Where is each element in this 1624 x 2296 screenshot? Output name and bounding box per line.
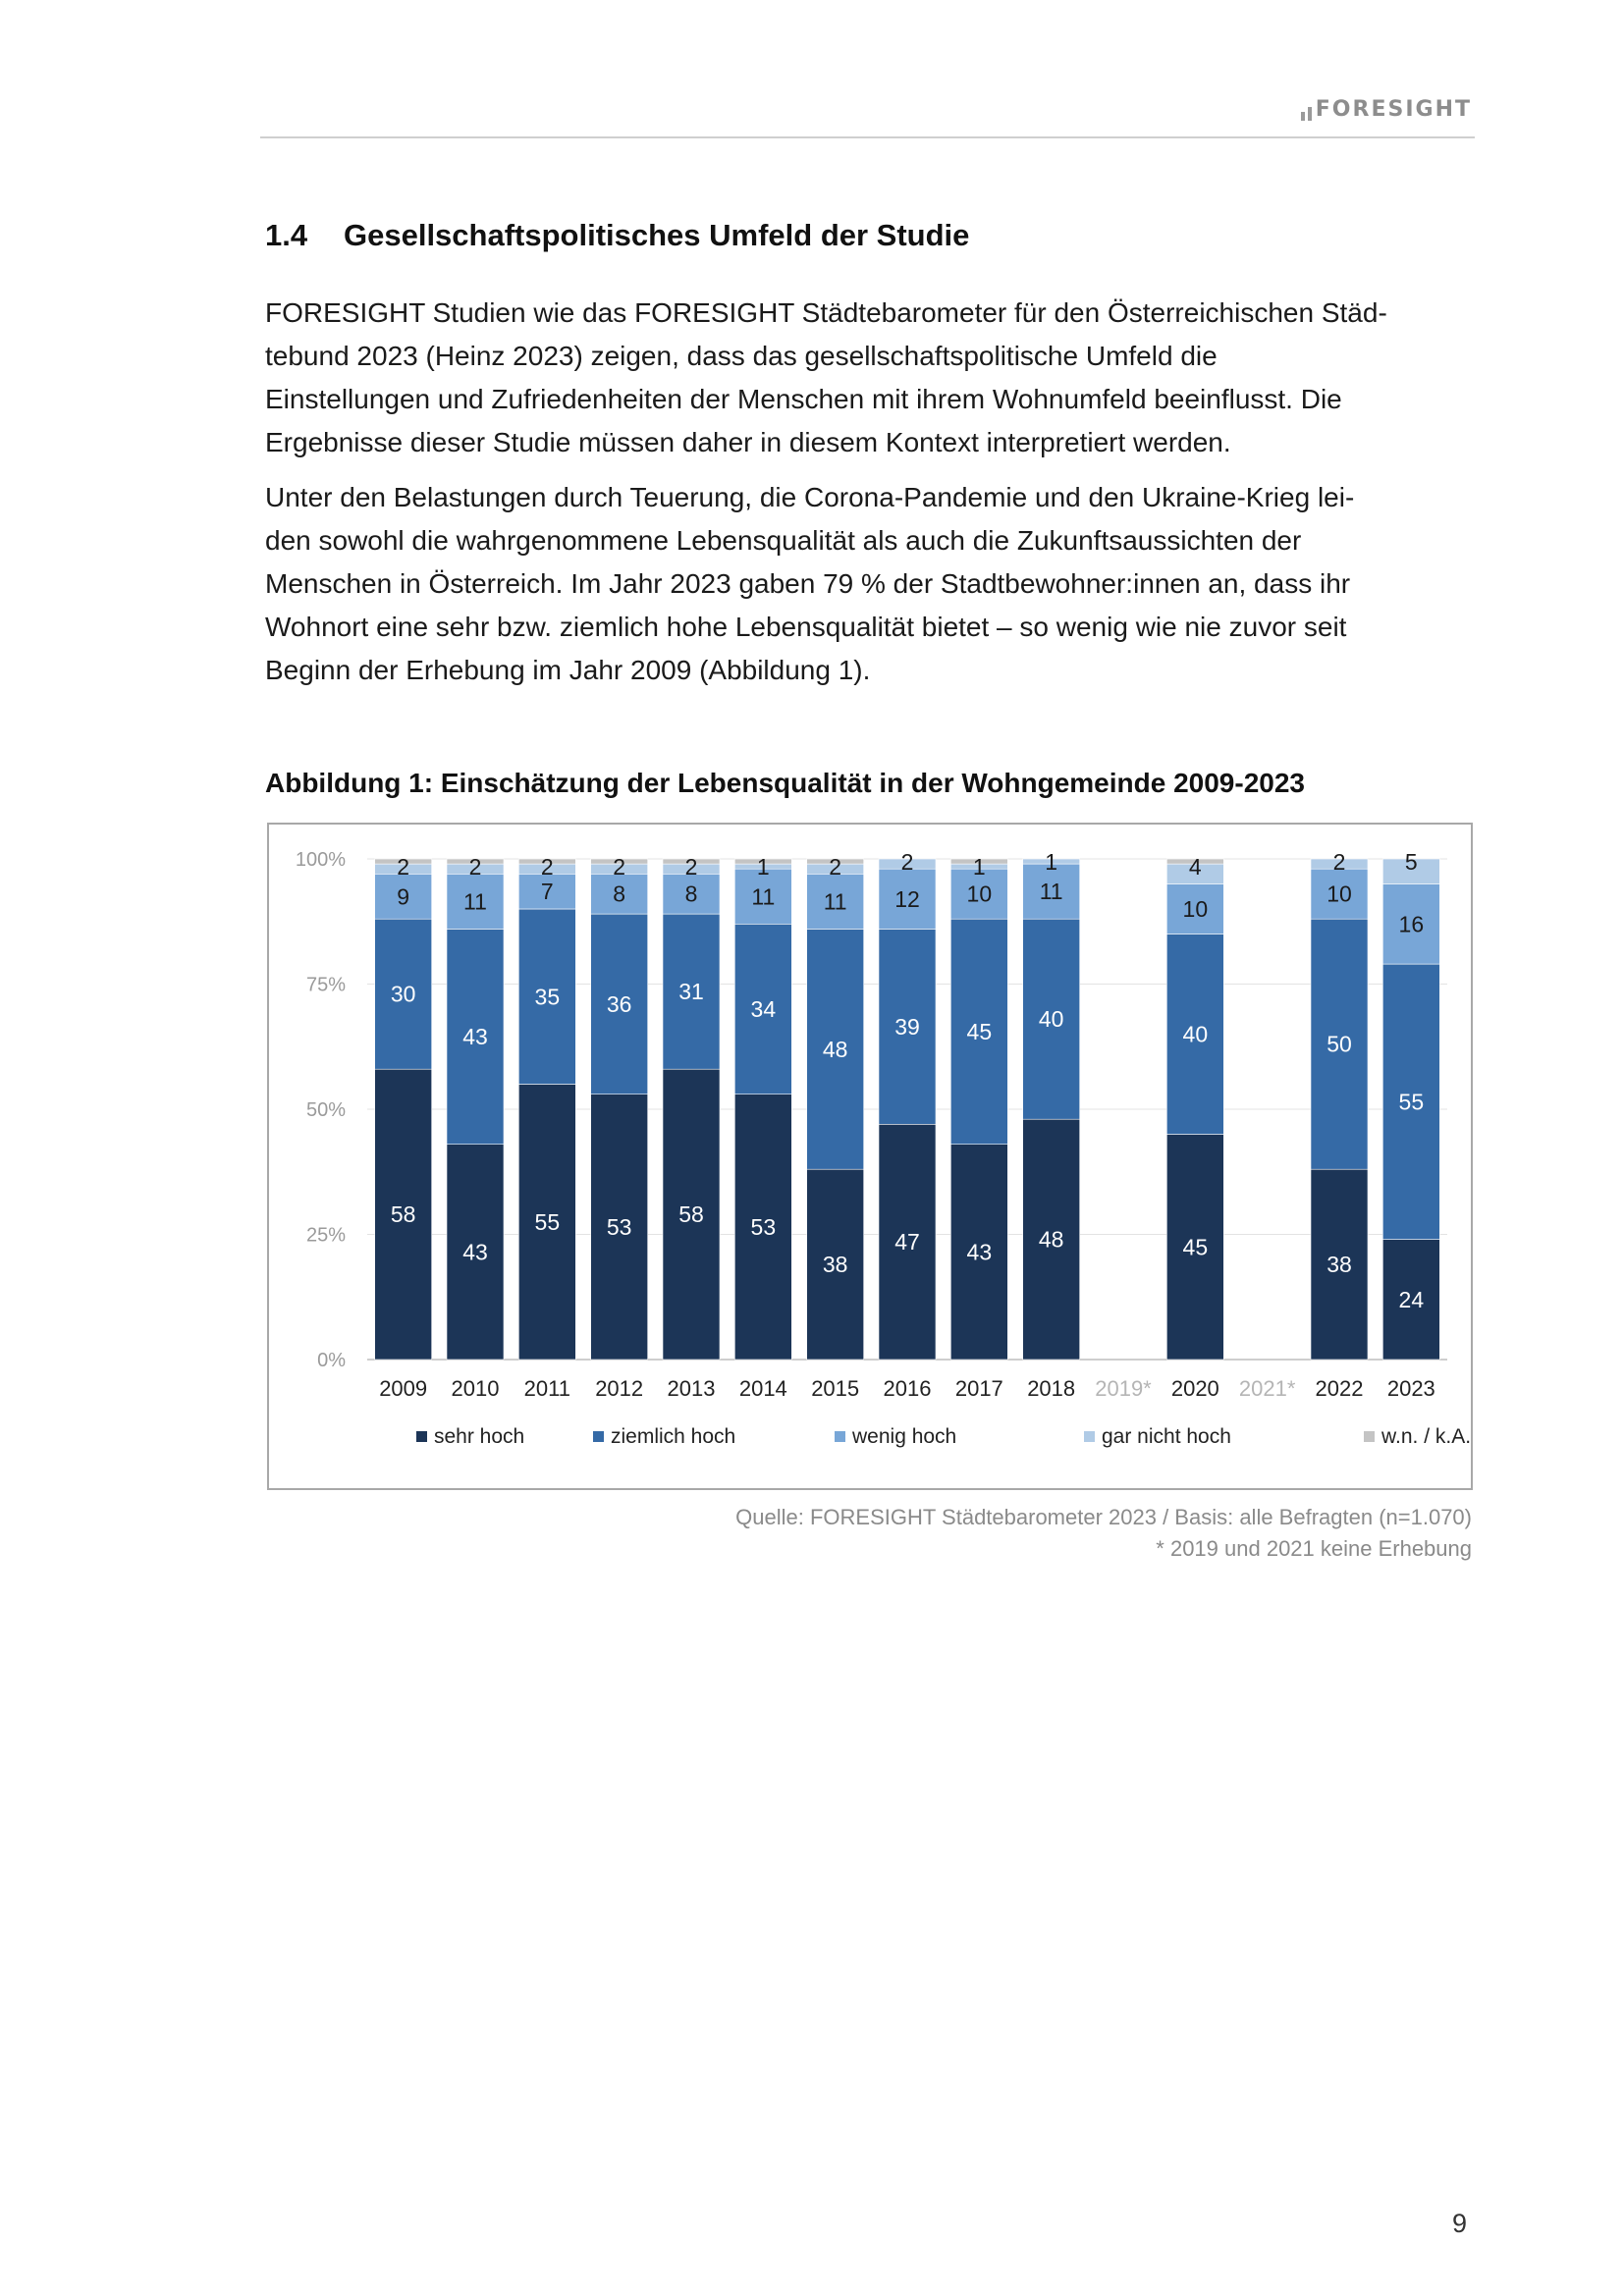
legend-label: gar nicht hoch <box>1102 1425 1231 1448</box>
data-label: 53 <box>606 1213 632 1240</box>
data-label: 1 <box>1045 849 1058 875</box>
paragraph-line: Wohnort eine sehr bzw. ziemlich hohe Lebensqualität bietet – so wenig wie nie zuvor seit <box>265 612 1347 642</box>
data-label: 43 <box>462 1239 488 1265</box>
data-label: 8 <box>684 881 698 907</box>
data-label: 2 <box>684 854 698 881</box>
data-label: 47 <box>894 1229 920 1255</box>
x-tick-label: 2020 <box>1170 1376 1219 1401</box>
data-label: 11 <box>751 883 776 910</box>
paragraph-line: Beginn der Erhebung im Jahr 2009 (Abbildung 1). <box>265 655 871 685</box>
paragraph-line: Menschen in Österreich. Im Jahr 2023 gaben 79 % der Stadtbewohner:innen an, dass ihr <box>265 568 1351 599</box>
legend-label: wenig hoch <box>852 1425 957 1448</box>
data-label: 43 <box>966 1239 993 1265</box>
legend-swatch <box>1084 1431 1095 1442</box>
data-label: 11 <box>463 888 487 915</box>
paragraph-line: Unter den Belastungen durch Teuerung, die Corona-Pandemie und den Ukraine-Krieg lei- <box>265 482 1355 512</box>
logo-bars-icon <box>1301 97 1312 124</box>
data-label: 36 <box>606 990 632 1017</box>
legend-label: sehr hoch <box>434 1425 525 1448</box>
data-label: 2 <box>900 849 914 875</box>
data-label: 7 <box>540 879 554 905</box>
data-label: 10 <box>1182 896 1209 922</box>
data-label: 9 <box>397 883 410 910</box>
section-heading <box>265 218 969 253</box>
data-label: 2 <box>397 854 410 881</box>
x-tick-label: 2014 <box>738 1376 787 1401</box>
paragraph-2 <box>265 476 1473 692</box>
survey-note: * 2019 und 2021 keine Erhebung <box>1156 1536 1472 1561</box>
data-label: 38 <box>822 1252 848 1278</box>
page-number: 9 <box>1451 2209 1467 2238</box>
data-label: 45 <box>1182 1234 1209 1260</box>
source-line: Quelle: FORESIGHT Städtebarometer 2023 / Basis: alle Befragten (n=1.070) <box>735 1505 1472 1529</box>
y-tick-label: 25% <box>305 1224 346 1247</box>
chart-frame <box>267 823 1473 1490</box>
figure-caption: Abbildung 1: Einschätzung der Lebensqualität in der Wohngemeinde 2009-2023 <box>265 768 1305 798</box>
data-label: 50 <box>1326 1031 1352 1057</box>
section-number: 1.4 <box>265 218 308 252</box>
paragraph-line: Einstellungen und Zufriedenheiten der Menschen mit ihrem Wohnumfeld beeinflusst. Die <box>265 384 1342 414</box>
x-tick-label: 2018 <box>1027 1376 1076 1401</box>
x-tick-label: 2017 <box>954 1376 1003 1401</box>
data-label: 11 <box>823 888 847 915</box>
x-tick-label: 2019* <box>1095 1376 1152 1401</box>
data-label: 2 <box>1332 849 1346 875</box>
data-label: 5 <box>1404 849 1418 875</box>
x-tick-label: 2013 <box>667 1376 716 1401</box>
data-label: 53 <box>750 1213 777 1240</box>
header-divider <box>260 136 1475 138</box>
data-label: 2 <box>468 854 482 881</box>
legend-swatch <box>593 1431 604 1442</box>
data-label: 55 <box>534 1208 561 1235</box>
data-label: 1 <box>756 854 770 881</box>
logo-text: FORESIGHT <box>1315 97 1472 122</box>
data-label: 2 <box>613 854 626 881</box>
data-label: 2 <box>540 854 554 881</box>
data-label: 34 <box>750 996 777 1022</box>
data-label: 39 <box>894 1013 920 1040</box>
y-tick-label: 100% <box>295 849 346 871</box>
legend-swatch <box>1364 1431 1375 1442</box>
data-label: 1 <box>972 854 986 881</box>
legend-swatch <box>416 1431 427 1442</box>
data-label: 24 <box>1398 1286 1425 1312</box>
data-label: 38 <box>1326 1252 1352 1278</box>
data-label: 31 <box>678 979 704 1005</box>
data-label: 12 <box>894 885 920 912</box>
x-tick-label: 2011 <box>523 1376 570 1401</box>
paragraph-line: den sowohl die wahrgenommene Lebensqualität als auch die Zukunftsaussichten der <box>265 525 1302 556</box>
figure-source <box>735 1502 1472 1565</box>
y-tick-label: 75% <box>305 974 346 996</box>
paragraph-line: tebund 2023 (Heinz 2023) zeigen, dass das gesellschaftspolitische Umfeld die <box>265 341 1218 371</box>
stacked-bar-chart <box>269 825 1471 1488</box>
data-label: 10 <box>1326 881 1352 907</box>
data-label: 40 <box>1182 1021 1209 1047</box>
legend-label: w.n. / k.A. <box>1381 1425 1471 1448</box>
data-label: 48 <box>822 1036 848 1062</box>
data-label: 10 <box>966 881 993 907</box>
data-label: 55 <box>1398 1089 1425 1115</box>
data-label: 58 <box>678 1201 704 1228</box>
y-tick-label: 50% <box>305 1099 346 1121</box>
data-label: 30 <box>390 981 416 1007</box>
paragraph-1 <box>265 292 1473 464</box>
legend-swatch <box>835 1431 845 1442</box>
data-label: 48 <box>1038 1226 1064 1253</box>
data-label: 43 <box>462 1024 488 1050</box>
x-tick-label: 2015 <box>811 1376 860 1401</box>
paragraph-line: Ergebnisse dieser Studie müssen daher in diesem Kontext interpretiert werden. <box>265 427 1231 457</box>
data-label: 58 <box>390 1201 416 1228</box>
section-title: Gesellschaftspolitisches Umfeld der Studie <box>344 218 970 252</box>
x-tick-label: 2012 <box>595 1376 644 1401</box>
data-label: 4 <box>1188 854 1202 881</box>
data-label: 8 <box>613 881 626 907</box>
data-label: 45 <box>966 1018 993 1044</box>
x-tick-label: 2021* <box>1238 1376 1296 1401</box>
data-label: 35 <box>534 984 561 1010</box>
data-label: 16 <box>1398 911 1425 937</box>
x-tick-label: 2022 <box>1315 1376 1364 1401</box>
data-label: 40 <box>1038 1006 1064 1033</box>
x-tick-label: 2010 <box>451 1376 500 1401</box>
y-tick-label: 0% <box>317 1350 346 1371</box>
foresight-logo <box>1301 96 1472 124</box>
x-tick-label: 2016 <box>883 1376 932 1401</box>
legend-label: ziemlich hoch <box>611 1425 736 1448</box>
x-tick-label: 2023 <box>1386 1376 1435 1401</box>
data-label: 2 <box>829 854 842 881</box>
x-tick-label: 2009 <box>379 1376 428 1401</box>
data-label: 11 <box>1039 879 1063 905</box>
paragraph-line: FORESIGHT Studien wie das FORESIGHT Städtebarometer für den Österreichischen Städ- <box>265 297 1387 328</box>
